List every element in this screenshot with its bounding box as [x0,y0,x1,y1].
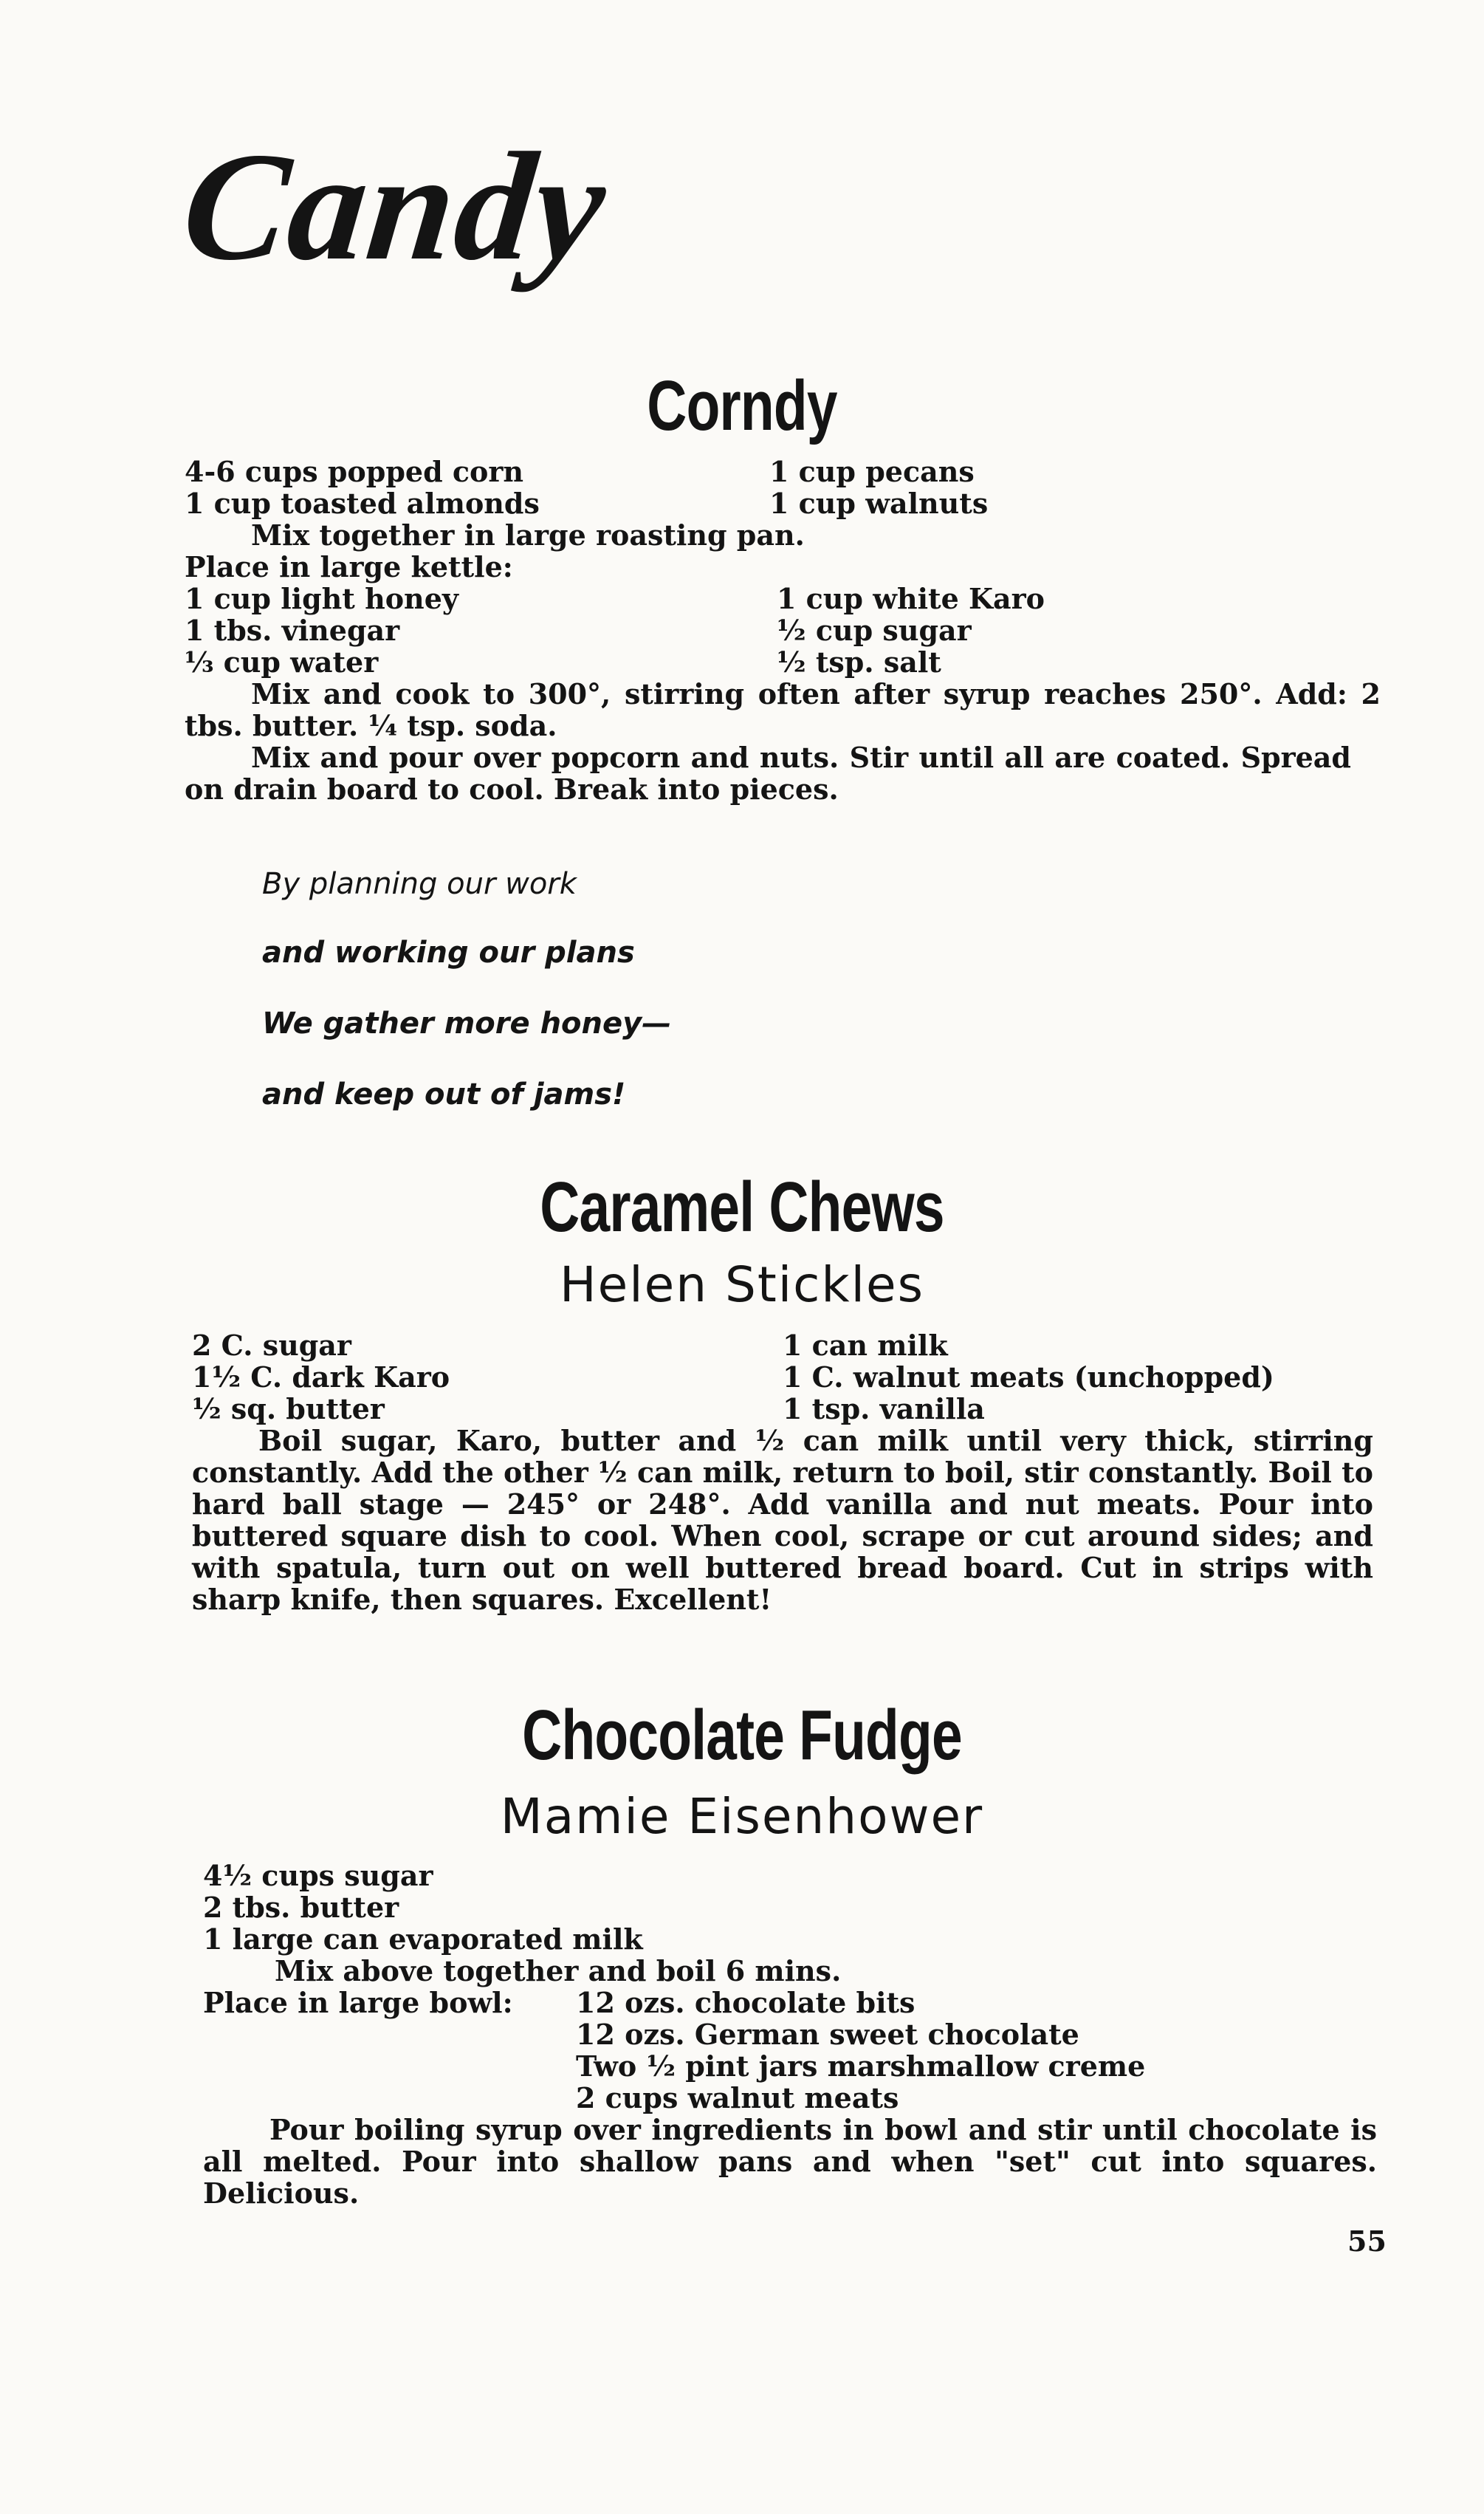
ingredient: 1½ C. dark Karo [192,1360,450,1394]
ingredient: 1 cup white Karo [777,582,1045,615]
ingredient: ½ tsp. salt [777,645,941,679]
instruction: Mix together in large roasting pan. [251,518,805,552]
instruction: Place in large bowl: [203,1986,513,2019]
ingredient: 12 ozs. chocolate bits [576,1986,916,2019]
directions-text: Mix and pour over popcorn and nuts. Stir until all are coated. Spread on drain board to cool. Break into pieces. [185,741,1351,806]
directions-text: Mix and cook to 300°, stirring often after syrup reaches 250°. Add: 2 tbs. butter. ¼ tsp. soda. [185,677,1381,742]
page-number: 55 [1347,2224,1387,2258]
ingredient: 1 cup walnuts [769,487,989,520]
poem-line: and keep out of jams! [262,1078,626,1112]
ingredient: 12 ozs. German sweet chocolate [576,2018,1079,2051]
directions-text: Boil sugar, Karo, butter and ½ can milk until very thick, stirring constantly. Add the other ½ can milk, return to boil, stir constantly. Boil to hard ball stage — 245° or 248°. Add vanilla and nut meats. Pour into buttered square dish to cool. When cool, scrape or cut around sides; and with spatula, turn out on well buttered bread board. Cut in strips with sharp knife, then squares. Excellent! [192,1424,1373,1616]
ingredient: ½ cup sugar [777,614,972,647]
chapter-title: Candy [175,121,615,292]
instruction: Place in large kettle: [185,550,513,583]
recipe-directions [203,2114,1377,2209]
recipe-title-caramel-chews: Caramel Chews [540,1168,944,1247]
ingredient: 2 tbs. butter [203,1891,399,1924]
ingredient: 1 cup light honey [185,582,458,615]
ingredient: 1 can milk [783,1329,948,1362]
recipe-directions [192,1425,1373,1615]
instruction: Mix above together and boil 6 mins. [275,1954,842,1987]
ingredient: ½ sq. butter [192,1392,385,1425]
ingredient: 2 C. sugar [192,1329,351,1362]
ingredient: 2 cups walnut meats [576,2081,899,2114]
ingredient: ⅓ cup water [185,645,379,679]
recipe-author: Helen Stickles [560,1256,924,1313]
ingredient: 1 large can evaporated milk [203,1922,643,1956]
ingredient: Two ½ pint jars marshmallow creme [576,2049,1146,2083]
ingredient: 1 cup pecans [769,455,975,488]
poem-line: We gather more honey— [262,1007,672,1041]
directions-text: Pour boiling syrup over ingredients in bowl and stir until chocolate is all melted. Pour into shallow pans and when "set" cut into squares. Delicious. [203,2113,1377,2210]
ingredient: 1 tbs. vinegar [185,614,400,647]
ingredient: 1 C. walnut meats (unchopped) [783,1360,1274,1394]
recipe-title-chocolate-fudge: Chocolate Fudge [522,1696,962,1775]
recipe-directions [185,678,1381,741]
poem-line: and working our plans [262,936,635,970]
recipe-title-corndy: Corndy [647,366,837,445]
ingredient: 1 tsp. vanilla [783,1392,985,1425]
recipe-directions [185,741,1351,805]
ingredient: 4½ cups sugar [203,1859,433,1892]
ingredient: 1 cup toasted almonds [185,487,540,520]
ingredient: 4-6 cups popped corn [185,455,524,488]
recipe-author: Mamie Eisenhower [500,1788,984,1845]
poem-line: By planning our work [262,867,577,901]
